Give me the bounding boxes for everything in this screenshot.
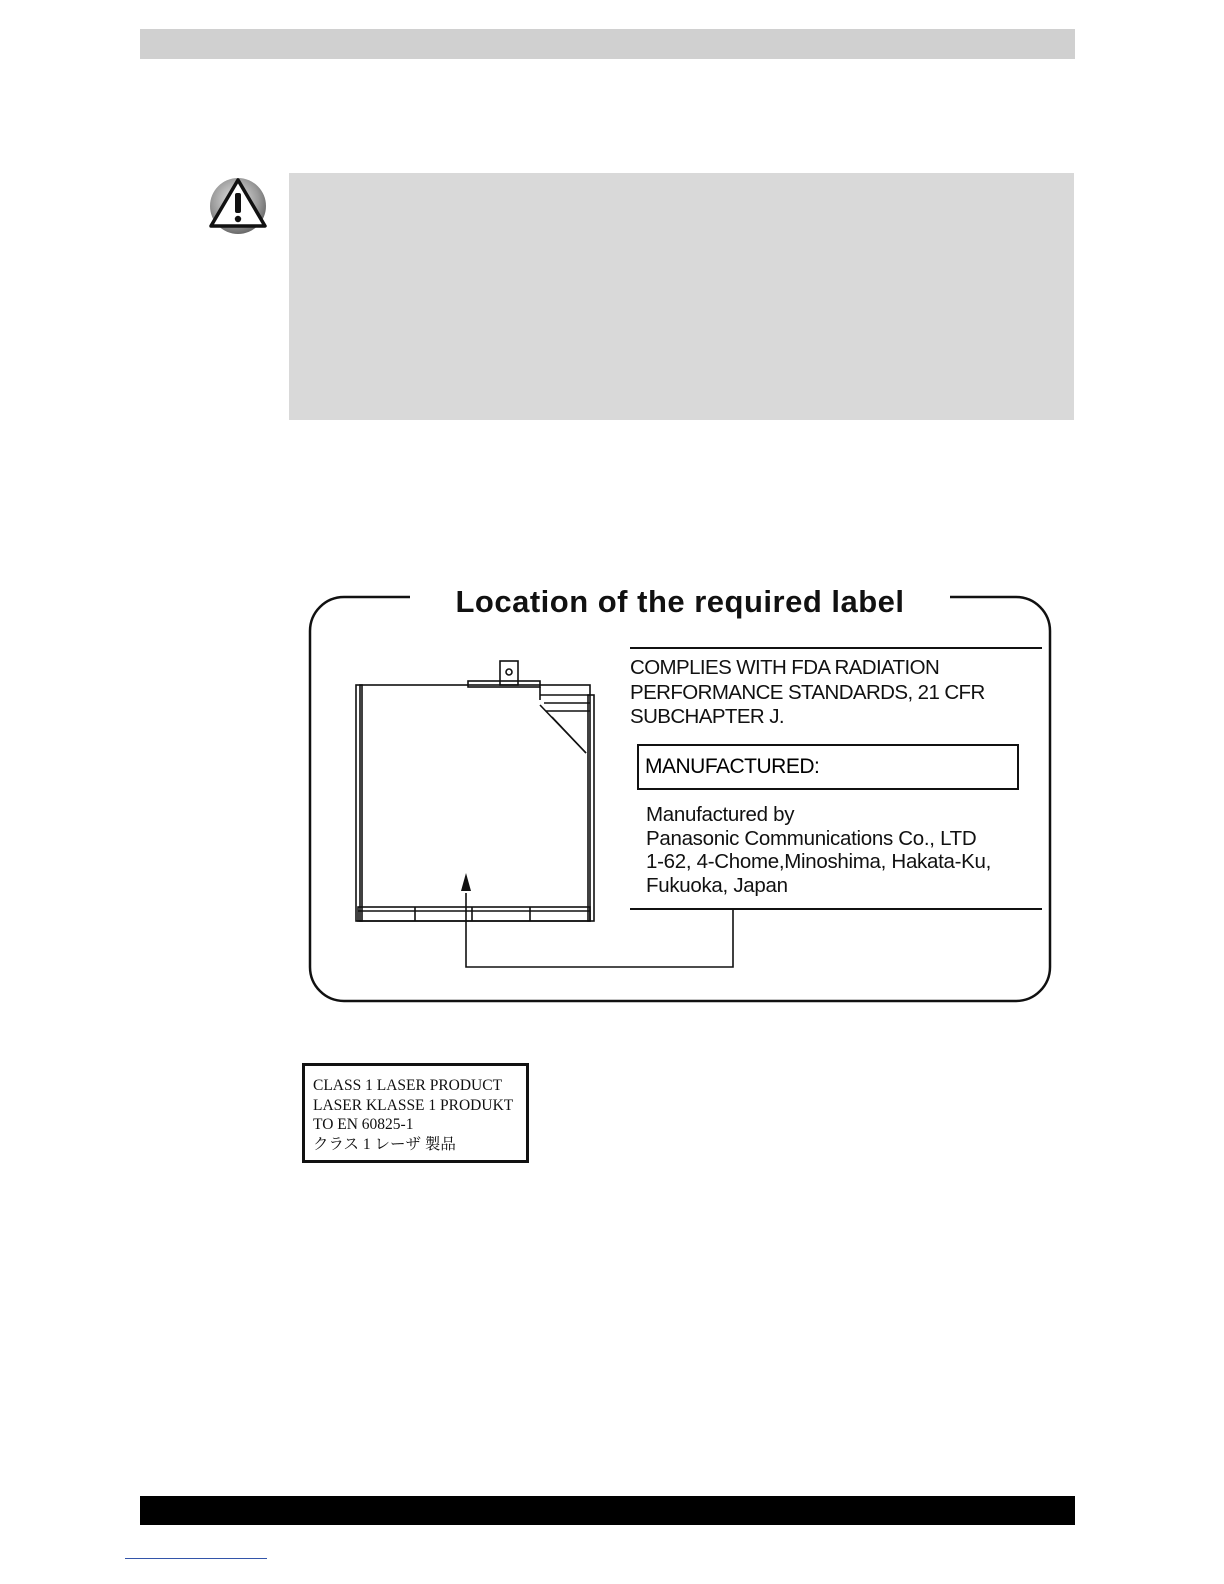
caution-box <box>289 173 1074 420</box>
manufacturer-line: Panasonic Communications Co., LTD <box>646 826 977 850</box>
compliance-line: SUBCHAPTER J. <box>630 705 784 728</box>
pointer-arrow <box>466 893 733 967</box>
manufacturer-line: 1-62, 4-Chome,Minoshima, Hakata-Ku, <box>646 850 991 873</box>
fda-compliance-text <box>630 656 985 730</box>
optical-drive-drawing <box>356 661 594 921</box>
manufacturer-block <box>646 803 991 897</box>
manufacturer-line: Fukuoka, Japan <box>646 873 788 897</box>
pointer-arrowhead <box>461 873 471 891</box>
footer-rule <box>125 1558 267 1559</box>
footer-bar <box>140 1496 1075 1525</box>
compliance-line: PERFORMANCE STANDARDS, 21 CFR <box>630 680 985 704</box>
laser-label-line: クラス 1 レーザ 製品 <box>313 1135 456 1153</box>
manufacturer-heading: Manufactured by <box>646 803 795 826</box>
header-bar <box>140 29 1075 59</box>
compliance-line: COMPLIES WITH FDA RADIATION <box>630 656 940 679</box>
class1-laser-label <box>302 1063 529 1163</box>
laser-label-line: CLASS 1 LASER PRODUCT <box>313 1077 503 1094</box>
label-location-figure <box>300 575 1060 1015</box>
manufactured-date-box <box>637 744 1019 790</box>
laser-label-line: TO EN 60825-1 <box>313 1116 414 1133</box>
manufactured-field-label: MANUFACTURED: <box>645 755 820 778</box>
laser-label-line: LASER KLASSE 1 PRODUKT <box>313 1096 514 1114</box>
warning-triangle-icon <box>207 176 269 236</box>
figure-title: Location of the required label <box>410 580 950 624</box>
